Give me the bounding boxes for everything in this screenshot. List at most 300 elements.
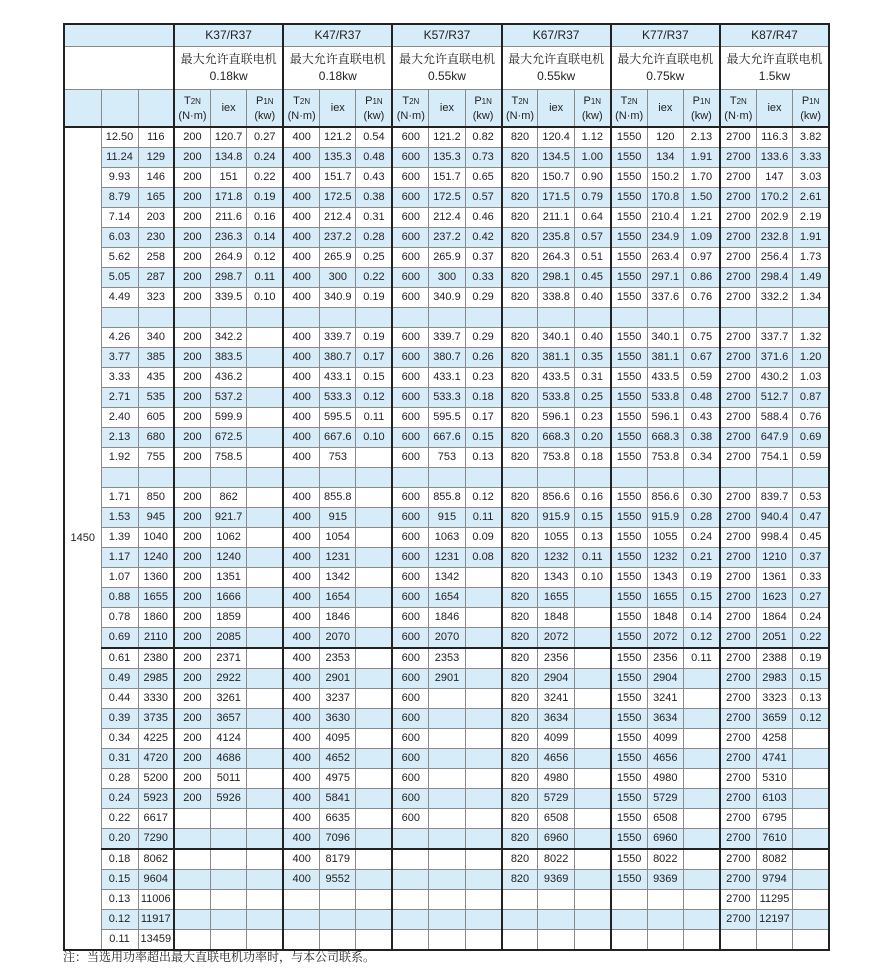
p1n-cell — [356, 729, 392, 749]
col-header-p1n — [574, 90, 610, 128]
t2n-cell: 400 — [283, 608, 319, 628]
t2n-cell: 400 — [283, 870, 319, 890]
p1n-cell: 1.50 — [684, 188, 720, 208]
iex-cell: 340.1 — [647, 328, 683, 348]
iex-cell: 1848 — [647, 608, 683, 628]
p1n-main: P — [474, 94, 482, 107]
iex-cell: 533.8 — [647, 388, 683, 408]
motor-limit-label: 最大允许直联电机 — [617, 52, 714, 66]
iex-cell — [320, 910, 356, 930]
t2n-cell: 200 — [174, 127, 210, 148]
t2n-cell: 600 — [392, 628, 428, 649]
t2n-cell: 400 — [283, 448, 319, 468]
t2n-cell — [611, 910, 647, 930]
p1n-cell: 0.86 — [684, 268, 720, 288]
iex-cell: 9369 — [538, 870, 574, 890]
t2n-cell: 2700 — [720, 328, 756, 348]
p1n-cell — [574, 588, 610, 608]
iex-cell: 4656 — [647, 749, 683, 769]
output-speed-cell: 0.20 — [101, 829, 138, 850]
iex-cell — [429, 789, 465, 809]
p1n-cell — [247, 890, 283, 910]
output-speed-cell: 2.71 — [101, 388, 138, 408]
p1n-cell: 1.20 — [793, 348, 829, 368]
iex-cell: 134.5 — [538, 148, 574, 168]
iex-cell: 121.2 — [429, 127, 465, 148]
output-speed-cell: 0.88 — [101, 588, 138, 608]
p1n-cell: 0.97 — [684, 248, 720, 268]
t2n-sub: 2N — [736, 96, 747, 106]
output-speed-cell: 0.78 — [101, 608, 138, 628]
p1n-cell — [356, 689, 392, 709]
t2n-cell: 820 — [502, 809, 538, 829]
p1n-cell: 0.24 — [793, 608, 829, 628]
p1n-cell: 0.54 — [356, 127, 392, 148]
col-header-t2n — [720, 90, 756, 128]
p1n-cell — [356, 769, 392, 789]
table-row — [64, 910, 829, 930]
col-header-p1n — [684, 90, 720, 128]
motor-limit-cell — [611, 47, 720, 90]
t2n-cell: 820 — [502, 248, 538, 268]
motor-limit-cell — [392, 47, 501, 90]
t2n-cell: 1550 — [611, 789, 647, 809]
output-speed-cell: 0.44 — [101, 689, 138, 709]
p1n-cell: 0.40 — [574, 288, 610, 308]
iex-cell: 1342 — [320, 568, 356, 588]
ratio-cell: 535 — [138, 388, 174, 408]
t2n-cell: 1550 — [611, 568, 647, 588]
p1n-cell — [247, 669, 283, 689]
ratio-cell: 340 — [138, 328, 174, 348]
ratio-cell: 203 — [138, 208, 174, 228]
ratio-cell: 1655 — [138, 588, 174, 608]
t2n-cell: 600 — [392, 448, 428, 468]
p1n-cell — [793, 308, 829, 328]
p1n-cell: 0.27 — [247, 127, 283, 148]
p1n-main: P — [692, 94, 700, 107]
t2n-cell: 1550 — [611, 870, 647, 890]
iex-cell: 998.4 — [756, 528, 792, 548]
motor-limit-power: 0.18kw — [318, 69, 357, 83]
t2n-cell: 600 — [392, 648, 428, 669]
t2n-cell: 200 — [174, 248, 210, 268]
col-header-p1n — [465, 90, 501, 128]
t2n-main: T — [729, 94, 737, 107]
iex-cell: 380.7 — [320, 348, 356, 368]
t2n-cell: 400 — [283, 729, 319, 749]
p1n-cell — [684, 689, 720, 709]
p1n-cell: 0.19 — [356, 288, 392, 308]
iex-cell: 3237 — [320, 689, 356, 709]
iex-cell: 533.8 — [538, 388, 574, 408]
p1n-cell: 0.76 — [684, 288, 720, 308]
output-speed-cell: 11.24 — [101, 148, 138, 168]
t2n-cell: 600 — [392, 568, 428, 588]
t2n-cell: 820 — [502, 870, 538, 890]
iex-cell: 2070 — [320, 628, 356, 649]
t2n-cell — [174, 809, 210, 829]
iex-cell: 172.5 — [429, 188, 465, 208]
p1n-cell — [247, 508, 283, 528]
iex-cell: 599.9 — [210, 408, 246, 428]
t2n-cell: 600 — [392, 669, 428, 689]
t2n-cell — [611, 468, 647, 488]
iex-cell — [647, 910, 683, 930]
iex-cell: 171.8 — [210, 188, 246, 208]
t2n-cell: 2700 — [720, 208, 756, 228]
iex-cell: 300 — [429, 268, 465, 288]
iex-cell — [756, 930, 792, 951]
iex-cell: 2356 — [538, 648, 574, 669]
t2n-cell — [174, 870, 210, 890]
p1n-unit: (kw) — [800, 109, 821, 122]
p1n-cell — [356, 488, 392, 508]
iex-cell: 537.2 — [210, 388, 246, 408]
p1n-cell — [574, 648, 610, 669]
t2n-sub: 2N — [409, 96, 420, 106]
p1n-cell: 0.10 — [247, 288, 283, 308]
iex-cell: 4652 — [320, 749, 356, 769]
t2n-cell: 2700 — [720, 368, 756, 388]
p1n-cell — [465, 628, 501, 649]
p1n-cell: 3.03 — [793, 168, 829, 188]
motor-limit-power: 0.55kw — [537, 69, 576, 83]
t2n-cell: 820 — [502, 368, 538, 388]
iex-cell: 170.2 — [756, 188, 792, 208]
t2n-cell: 820 — [502, 508, 538, 528]
iex-cell: 6508 — [647, 809, 683, 829]
p1n-cell — [356, 749, 392, 769]
col-header-iex: iex — [647, 90, 683, 128]
p1n-cell — [465, 689, 501, 709]
p1n-symbol — [575, 94, 610, 109]
t2n-cell: 400 — [283, 228, 319, 248]
p1n-cell — [247, 588, 283, 608]
t2n-cell: 2700 — [720, 769, 756, 789]
input-speed-n1: 1450 — [64, 127, 101, 950]
t2n-cell: 400 — [283, 809, 319, 829]
iex-cell: 120 — [647, 127, 683, 148]
iex-cell: 211.6 — [210, 208, 246, 228]
t2n-cell — [174, 468, 210, 488]
t2n-unit: (N·m) — [615, 109, 644, 122]
p1n-sub: 1N — [263, 96, 274, 106]
p1n-cell — [465, 568, 501, 588]
iex-cell — [429, 930, 465, 951]
iex-cell: 433.5 — [647, 368, 683, 388]
p1n-cell: 0.11 — [465, 508, 501, 528]
iex-cell: 298.1 — [538, 268, 574, 288]
t2n-cell — [174, 890, 210, 910]
col-header-t2n — [392, 90, 428, 128]
iex-cell: 1351 — [210, 568, 246, 588]
p1n-sub: 1N — [590, 96, 602, 106]
t2n-cell: 600 — [392, 168, 428, 188]
iex-cell — [210, 849, 246, 870]
iex-cell: 2072 — [538, 628, 574, 649]
ratio-cell: 3330 — [138, 689, 174, 709]
t2n-cell: 1550 — [611, 528, 647, 548]
p1n-unit: (kw) — [691, 109, 712, 122]
t2n-cell — [611, 890, 647, 910]
t2n-cell: 200 — [174, 608, 210, 628]
p1n-cell: 0.33 — [465, 268, 501, 288]
p1n-cell — [465, 669, 501, 689]
p1n-cell: 0.17 — [356, 348, 392, 368]
p1n-cell — [356, 588, 392, 608]
t2n-cell: 400 — [283, 669, 319, 689]
p1n-cell: 0.09 — [465, 528, 501, 548]
t2n-cell: 2700 — [720, 729, 756, 749]
ratio-cell: 3735 — [138, 709, 174, 729]
col-header-iex: iex — [210, 90, 246, 128]
iex-cell — [429, 809, 465, 829]
p1n-cell: 0.45 — [574, 268, 610, 288]
p1n-cell: 0.17 — [465, 408, 501, 428]
iex-cell: 3634 — [538, 709, 574, 729]
table-row — [64, 148, 829, 168]
t2n-cell: 600 — [392, 408, 428, 428]
t2n-cell — [174, 910, 210, 930]
iex-cell: 232.8 — [756, 228, 792, 248]
model-name: K87/R47 — [720, 24, 829, 47]
p1n-cell: 0.65 — [465, 168, 501, 188]
t2n-cell: 600 — [392, 248, 428, 268]
iex-cell: 753.8 — [647, 448, 683, 468]
t2n-cell: 200 — [174, 288, 210, 308]
t2n-cell: 200 — [174, 628, 210, 649]
ratio-cell: 7290 — [138, 829, 174, 850]
iex-cell: 1655 — [538, 588, 574, 608]
t2n-main: T — [402, 94, 410, 107]
p1n-unit: (kw) — [581, 109, 603, 122]
t2n-cell: 400 — [283, 588, 319, 608]
motor-limit-power: 0.75kw — [646, 69, 685, 83]
p1n-cell: 0.51 — [574, 248, 610, 268]
iex-cell: 1343 — [647, 568, 683, 588]
table-row — [64, 508, 829, 528]
t2n-cell: 2700 — [720, 408, 756, 428]
t2n-cell: 1550 — [611, 368, 647, 388]
t2n-cell: 1550 — [611, 168, 647, 188]
iex-cell: 433.5 — [538, 368, 574, 388]
t2n-sub: 2N — [518, 96, 529, 106]
p1n-cell: 0.69 — [793, 428, 829, 448]
model-name: K37/R37 — [174, 24, 283, 47]
t2n-cell: 2700 — [720, 829, 756, 850]
t2n-cell: 2700 — [720, 910, 756, 930]
iex-cell: 5729 — [538, 789, 574, 809]
iex-cell — [429, 308, 465, 328]
iex-cell: 940.4 — [756, 508, 792, 528]
iex-cell: 1846 — [429, 608, 465, 628]
p1n-cell: 0.12 — [793, 709, 829, 729]
ratio-cell: 435 — [138, 368, 174, 388]
output-speed-cell: 2.40 — [101, 408, 138, 428]
iex-cell: 6960 — [538, 829, 574, 850]
iex-cell: 5729 — [647, 789, 683, 809]
col-header-p1n — [356, 90, 392, 128]
table-row — [64, 809, 829, 829]
t2n-cell: 400 — [283, 849, 319, 870]
table-row — [64, 829, 829, 850]
p1n-cell — [465, 749, 501, 769]
t2n-cell: 400 — [283, 508, 319, 528]
t2n-cell: 600 — [392, 689, 428, 709]
iex-cell — [210, 910, 246, 930]
t2n-cell — [283, 930, 319, 951]
p1n-cell: 0.19 — [684, 568, 720, 588]
iex-cell — [429, 709, 465, 729]
t2n-cell: 600 — [392, 548, 428, 568]
iex-cell: 298.4 — [756, 268, 792, 288]
t2n-cell — [720, 468, 756, 488]
t2n-cell: 200 — [174, 448, 210, 468]
iex-cell: 1848 — [538, 608, 574, 628]
t2n-cell: 1550 — [611, 208, 647, 228]
p1n-symbol — [793, 94, 828, 109]
t2n-cell: 2700 — [720, 228, 756, 248]
p1n-cell: 1.00 — [574, 148, 610, 168]
p1n-cell: 0.43 — [356, 168, 392, 188]
iex-cell: 4975 — [320, 769, 356, 789]
t2n-cell: 400 — [283, 328, 319, 348]
table-row — [64, 628, 829, 649]
t2n-cell: 2700 — [720, 448, 756, 468]
p1n-cell: 0.15 — [574, 508, 610, 528]
iex-cell: 855.8 — [320, 488, 356, 508]
t2n-cell: 2700 — [720, 568, 756, 588]
iex-cell: 512.7 — [756, 388, 792, 408]
iex-cell: 856.6 — [647, 488, 683, 508]
t2n-cell: 400 — [283, 127, 319, 148]
p1n-cell: 1.91 — [793, 228, 829, 248]
iex-cell: 647.9 — [756, 428, 792, 448]
t2n-cell: 820 — [502, 849, 538, 870]
output-speed-cell: 12.50 — [101, 127, 138, 148]
iex-cell: 4741 — [756, 749, 792, 769]
ratio-cell: 116 — [138, 127, 174, 148]
p1n-cell: 0.27 — [793, 588, 829, 608]
iex-cell: 380.7 — [429, 348, 465, 368]
iex-cell — [647, 930, 683, 951]
t2n-cell: 600 — [392, 368, 428, 388]
iex-cell: 433.1 — [429, 368, 465, 388]
p1n-cell: 0.11 — [684, 648, 720, 669]
t2n-cell: 400 — [283, 689, 319, 709]
output-speed-cell: 2.13 — [101, 428, 138, 448]
t2n-cell: 600 — [392, 789, 428, 809]
p1n-unit: (kw) — [363, 109, 385, 122]
table-row — [64, 348, 829, 368]
t2n-cell: 820 — [502, 588, 538, 608]
p1n-cell: 1.49 — [793, 268, 829, 288]
ratio-cell: 258 — [138, 248, 174, 268]
t2n-cell: 2700 — [720, 588, 756, 608]
p1n-sub: 1N — [481, 96, 492, 106]
table-row — [64, 288, 829, 308]
iex-cell: 839.7 — [756, 488, 792, 508]
t2n-main: T — [183, 94, 191, 107]
p1n-cell: 1.09 — [684, 228, 720, 248]
p1n-cell — [465, 870, 501, 890]
p1n-cell: 0.10 — [574, 568, 610, 588]
p1n-cell — [247, 368, 283, 388]
t2n-main: T — [511, 94, 519, 107]
t2n-cell: 1550 — [611, 769, 647, 789]
t2n-cell: 600 — [392, 528, 428, 548]
output-speed-cell: 3.77 — [101, 348, 138, 368]
ratio-cell: 4225 — [138, 729, 174, 749]
t2n-cell: 200 — [174, 648, 210, 669]
p1n-cell: 0.57 — [465, 188, 501, 208]
t2n-cell — [502, 890, 538, 910]
iex-cell: 9369 — [647, 870, 683, 890]
p1n-cell — [465, 849, 501, 870]
p1n-cell: 1.32 — [793, 328, 829, 348]
table-row — [64, 268, 829, 288]
table-row — [64, 769, 829, 789]
iex-cell: 1343 — [538, 568, 574, 588]
p1n-cell: 0.40 — [574, 328, 610, 348]
output-speed-cell — [101, 468, 138, 488]
footnote: 注：当选用功率超出最大直联电机功率时，与本公司联系。 — [63, 950, 376, 964]
output-speed-cell: 0.11 — [101, 930, 138, 951]
t2n-main: T — [293, 94, 300, 107]
p1n-cell: 0.67 — [684, 348, 720, 368]
p1n-cell: 0.30 — [684, 488, 720, 508]
t2n-cell: 1550 — [611, 127, 647, 148]
t2n-cell: 820 — [502, 669, 538, 689]
p1n-sub: 1N — [372, 96, 383, 106]
iex-cell: 4980 — [647, 769, 683, 789]
t2n-cell: 400 — [283, 769, 319, 789]
t2n-cell — [174, 849, 210, 870]
iex-cell: 4980 — [538, 769, 574, 789]
t2n-cell: 400 — [283, 709, 319, 729]
iex-cell: 856.6 — [538, 488, 574, 508]
t2n-cell — [611, 308, 647, 328]
p1n-cell: 0.29 — [465, 328, 501, 348]
output-speed-cell: 0.69 — [101, 628, 138, 649]
p1n-cell — [684, 669, 720, 689]
iex-cell: 151 — [210, 168, 246, 188]
t2n-cell: 400 — [283, 348, 319, 368]
p1n-symbol — [684, 94, 719, 109]
p1n-cell — [465, 829, 501, 850]
t2n-cell: 200 — [174, 548, 210, 568]
t2n-cell: 400 — [283, 148, 319, 168]
t2n-symbol — [503, 94, 538, 109]
t2n-cell: 820 — [502, 488, 538, 508]
p1n-cell — [574, 729, 610, 749]
iex-cell: 1342 — [429, 568, 465, 588]
t2n-cell: 820 — [502, 228, 538, 248]
t2n-cell: 820 — [502, 789, 538, 809]
iex-cell — [429, 749, 465, 769]
iex-cell — [429, 689, 465, 709]
p1n-cell — [684, 870, 720, 890]
iex-cell: 237.2 — [429, 228, 465, 248]
p1n-cell: 0.82 — [465, 127, 501, 148]
t2n-cell: 600 — [392, 809, 428, 829]
table-row — [64, 468, 829, 488]
p1n-cell — [574, 709, 610, 729]
iex-cell: 4099 — [538, 729, 574, 749]
t2n-cell: 600 — [392, 388, 428, 408]
p1n-cell — [247, 408, 283, 428]
